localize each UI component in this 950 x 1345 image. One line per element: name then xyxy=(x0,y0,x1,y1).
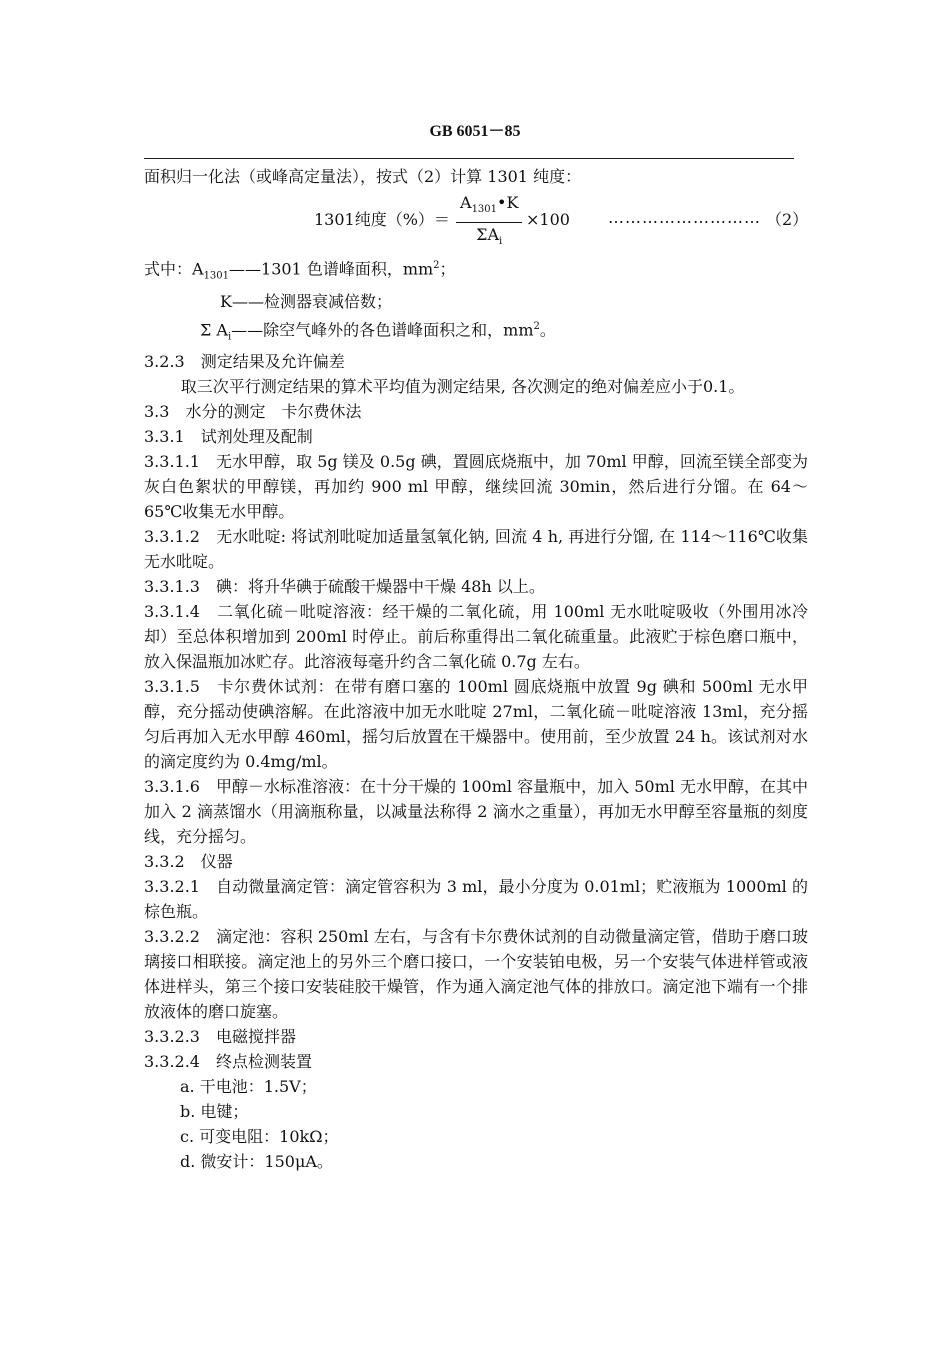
section-3-3-2-2: 3.3.2.2 滴定池：容积 250ml 左右，与含有卡尔费休试剂的自动微量滴定管，借助于磨口玻璃接口相联接。滴定池上的另外三个磨口接口，一个安装铂电极，另一个安装气体进样管或液体进样头，第三个接口安装硅胶干燥管，作为通入滴定池气体的排放口。滴定池下端有一个排放液体的磨口旋塞。 xyxy=(144,927,808,1022)
formula-multiplier: ×100 xyxy=(526,210,570,229)
def3-sub: i xyxy=(227,331,232,343)
def3-sup: 2 xyxy=(533,320,540,332)
list-item-b: b. 电键； xyxy=(180,1102,249,1122)
section-3-3-1-2: 3.3.1.2 无水吡啶: 将试剂吡啶加适量氢氧化钠, 回流 4 h, 再进行分馏, 在 114～116℃收集无水吡啶。 xyxy=(144,527,808,572)
numerator-a: A xyxy=(460,193,472,212)
formula-numerator xyxy=(456,191,522,223)
definition-sum-ai xyxy=(144,314,808,350)
purity-formula xyxy=(144,191,808,247)
def1-sup: 2 xyxy=(433,260,440,271)
def3-text: ——除空气峰外的各色谱峰面积之和，mm xyxy=(231,319,534,339)
definition-a1301 xyxy=(144,253,808,289)
section-3-2-3-heading: 3.2.3 测定结果及允许偏差 xyxy=(144,352,345,372)
section-3-3-1-3: 3.3.1.3 碘：将升华碘于硫酸干燥器中干燥 48h 以上。 xyxy=(144,577,545,597)
definition-k: K——检测器衰减倍数； xyxy=(220,291,392,311)
formula-denominator xyxy=(456,223,522,254)
numerator-k: •K xyxy=(497,193,519,212)
def1-text: ——1301 色谱峰面积，mm xyxy=(229,259,434,279)
section-3-3-1-heading: 3.3.1 试剂处理及配制 xyxy=(144,427,313,447)
section-3-2-3-body: 取三次平行测定结果的算术平均值为测定结果, 各次测定的绝对偏差应小于0.1。 xyxy=(180,377,745,397)
section-3-3-2-4: 3.3.2.4 终点检测装置 xyxy=(144,1052,312,1072)
section-3-3-1-5: 3.3.1.5 卡尔费休试剂：在带有磨口塞的 100ml 圆底烧瓶中放置 9g 碘和 500ml 无水甲醇，充分摇动使碘溶解。在此溶液中加无水吡啶 27ml，二氧化硫－吡啶溶液 13ml，充分摇匀后再加入无水甲醇 460ml，摇匀后放置在干燥器中。使用前，至少放置 24 h。该试剂对水的滴定度约为 0.4mg/ml。 xyxy=(144,677,808,772)
list-item-c: c. 可变电阻：10kΩ； xyxy=(180,1127,339,1147)
section-3-3-1-4: 3.3.1.4 二氧化硫－吡啶溶液：经干燥的二氧化硫，用 100ml 无水吡啶吸收（外围用冰冷却）至总体积增加到 200ml 时停止。前后称重得出二氧化硫重量。此液贮于棕色磨口瓶中，放入保温瓶加冰贮存。此溶液每毫升约含二氧化硫 0.7g 左右。 xyxy=(144,602,808,672)
section-3-3-2-3: 3.3.2.3 电磁搅拌器 xyxy=(144,1027,296,1047)
section-3-3-2-1: 3.3.2.1 自动微量滴定管：滴定管容积为 3 ml，最小分度为 0.01ml；贮液瓶为 1000ml 的棕色瓶。 xyxy=(144,877,808,922)
def1-end: ； xyxy=(439,259,456,279)
section-3-3-heading: 3.3 水分的测定 卡尔费休法 xyxy=(144,402,362,422)
def3-prefix: Σ A xyxy=(200,319,228,339)
header-rule xyxy=(144,158,794,159)
def1-prefix: 式中：A xyxy=(144,259,204,279)
denominator-sub: i xyxy=(499,236,503,248)
section-3-3-1-6: 3.3.1.6 甲醇－水标准溶液：在十分干燥的 100ml 容量瓶中，加入 50ml 无水甲醇，在其中加入 2 滴蒸馏水（用滴瓶称量，以减量法称得 2 滴水之重量），再加无水甲醇至容量瓶的刻度线，充分摇匀。 xyxy=(144,777,808,847)
formula-fraction xyxy=(456,191,522,254)
document-code-header: GB 6051－85 xyxy=(429,123,521,140)
section-3-3-2-heading: 3.3.2 仪器 xyxy=(144,852,233,872)
list-item-a: a. 干电池：1.5V； xyxy=(180,1077,317,1097)
equation-number: （2） xyxy=(766,210,809,229)
denominator-sigma: ΣA xyxy=(476,225,500,245)
def1-sub: 1301 xyxy=(203,270,230,282)
document-body xyxy=(144,164,808,1174)
numerator-sub: 1301 xyxy=(471,204,498,216)
intro-line: 面积归一化法（或峰高定量法），按式（2）计算 1301 纯度： xyxy=(144,167,582,186)
formula-lhs: 1301纯度（%）＝ xyxy=(314,210,450,229)
def3-end: 。 xyxy=(539,319,556,339)
formula-leader-dots: ……………………… xyxy=(608,208,761,227)
list-item-d: d. 微安计：150μA。 xyxy=(180,1152,333,1172)
section-3-3-1-1: 3.3.1.1 无水甲醇，取 5g 镁及 0.5g 碘，置圆底烧瓶中，加 70ml 甲醇，回流至镁全部变为灰白色絮状的甲醇镁，再加约 900 ml 甲醇，继续回流 30min，然后进行分馏。在 64～65℃收集无水甲醇。 xyxy=(144,452,808,522)
